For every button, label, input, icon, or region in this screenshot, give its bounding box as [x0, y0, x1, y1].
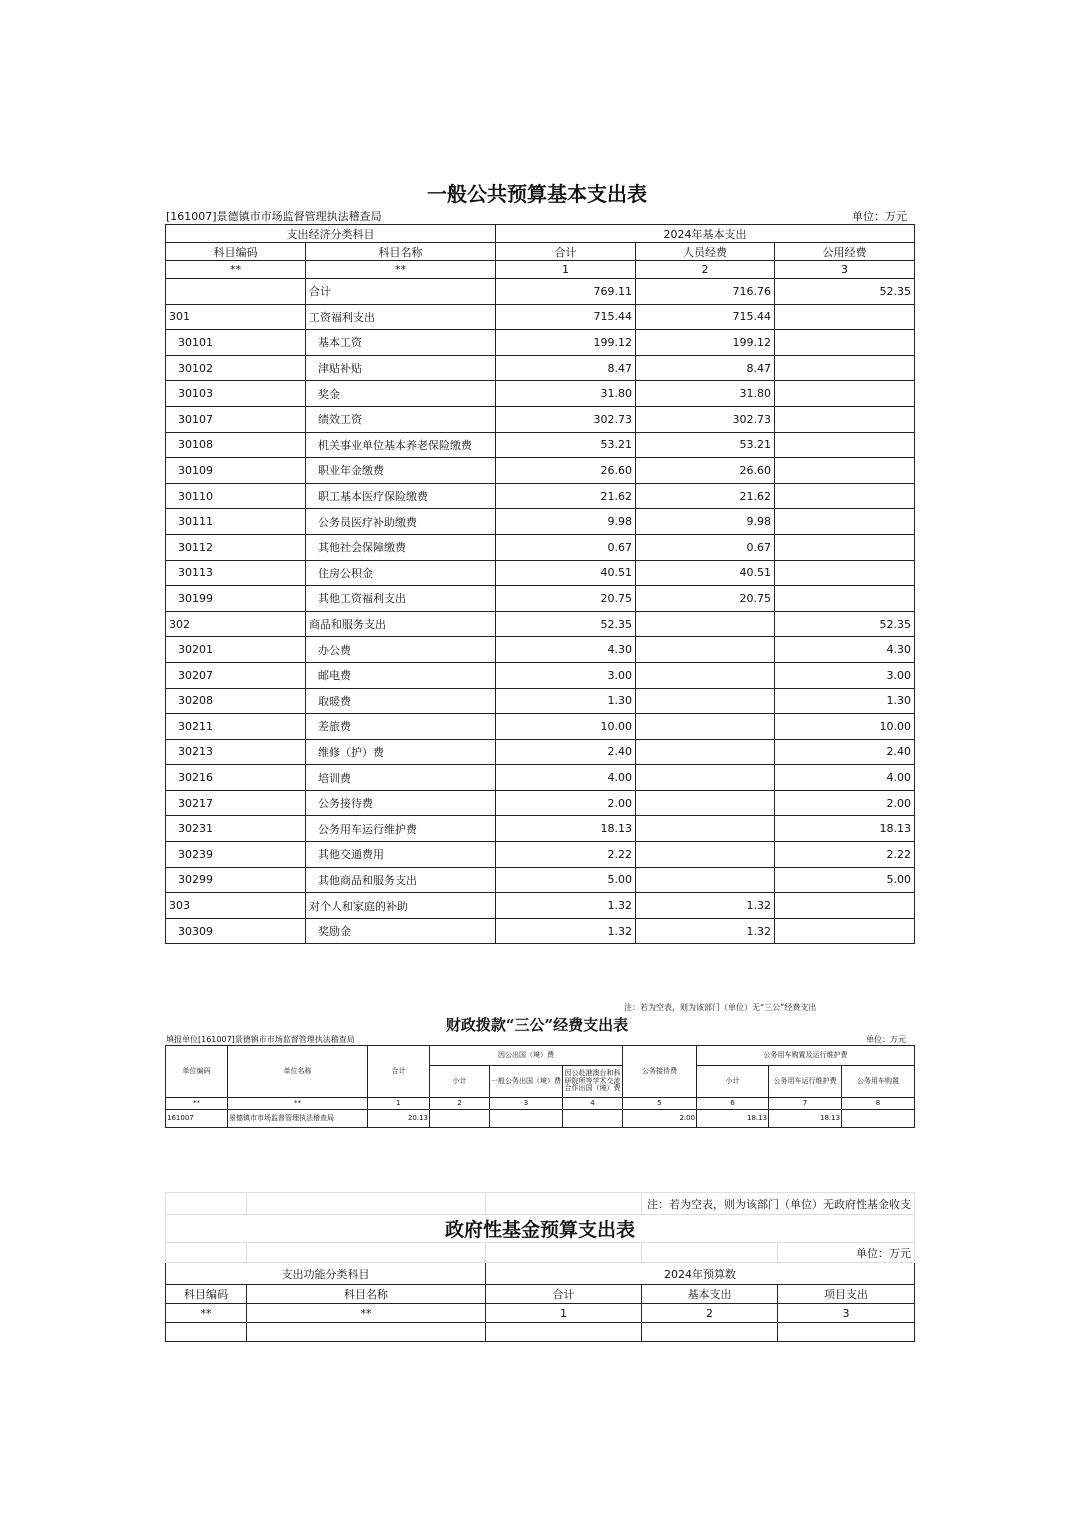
table1-cell-code: 30113: [166, 560, 306, 586]
table1-cell-name: 培训费: [306, 765, 496, 791]
table3-unit-row: [166, 1243, 915, 1263]
table1-cell-name: 公务员医疗补助缴费: [306, 509, 496, 535]
table1-cell-public: 5.00: [775, 867, 915, 893]
table-row: [166, 483, 915, 509]
table3-idx: 3: [778, 1304, 915, 1323]
table1-cell-code: 30217: [166, 790, 306, 816]
table1-cell-total: 20.75: [496, 586, 636, 612]
table1-cell-name: 津贴补贴: [306, 355, 496, 381]
table1-group-right: 2024年基本支出: [496, 225, 915, 243]
table-row: [166, 586, 915, 612]
table2-header-row-1: [166, 1046, 915, 1066]
table1-cell-total: 2.00: [496, 790, 636, 816]
table1-idx: 1: [496, 261, 636, 279]
table-row: [166, 765, 915, 791]
table3-unit: 单位：万元: [778, 1243, 915, 1263]
table1-cell-code: 30231: [166, 816, 306, 842]
table3-col-total: 合计: [486, 1285, 642, 1304]
table-row: [166, 432, 915, 458]
table1-cell-personnel: 20.75: [636, 586, 775, 612]
table-row: [166, 739, 915, 765]
table2-idx: 4: [563, 1098, 623, 1110]
table1-cell-public: [775, 483, 915, 509]
table1-cell-code: 30108: [166, 432, 306, 458]
table1-cell-total: 52.35: [496, 611, 636, 637]
table1-cell-public: [775, 355, 915, 381]
table1-cell-total: 302.73: [496, 406, 636, 432]
table1-cell-public: 3.00: [775, 662, 915, 688]
table3-title-row: [166, 1215, 915, 1243]
table2-cell-name: 景德镇市市场监督管理执法稽查局: [228, 1110, 368, 1128]
table1-cell-name: 奖励金: [306, 918, 496, 944]
table1-cell-total: 0.67: [496, 534, 636, 560]
table1-cell-code: 30211: [166, 714, 306, 740]
table1-cell-code: 30309: [166, 918, 306, 944]
table1-cell-total: 40.51: [496, 560, 636, 586]
table-row: [166, 867, 915, 893]
table1-cell-total: 21.62: [496, 483, 636, 509]
table1-idx: **: [166, 261, 306, 279]
table1-cell-code: [166, 279, 306, 305]
table1-cell-name: 其他交通费用: [306, 842, 496, 868]
table3-index-row: [166, 1304, 915, 1323]
table1-cell-name: 差旅费: [306, 714, 496, 740]
table-row: [166, 381, 915, 407]
table1-cell-name: 其他商品和服务支出: [306, 867, 496, 893]
table-row: [166, 688, 915, 714]
table-row: [166, 458, 915, 484]
table1-cell-code: 30107: [166, 406, 306, 432]
table1-cell-personnel: [636, 816, 775, 842]
table1-cell-name: 其他工资福利支出: [306, 586, 496, 612]
table1-cell-name: 公务用车运行维护费: [306, 816, 496, 842]
table1-cell-code: 30201: [166, 637, 306, 663]
table1-cell-code: 30112: [166, 534, 306, 560]
table1-column-header: [166, 243, 915, 261]
table1-cell-code: 30299: [166, 867, 306, 893]
table1-cell-public: [775, 381, 915, 407]
table1-cell-personnel: 53.21: [636, 432, 775, 458]
table-row: [166, 560, 915, 586]
table1-cell-public: [775, 432, 915, 458]
table2-idx: **: [228, 1098, 368, 1110]
table-row: [166, 816, 915, 842]
table1-col-code: 科目编码: [166, 243, 306, 261]
table1-cell-name: 基本工资: [306, 330, 496, 356]
table2-cell-abroad-other: [563, 1110, 623, 1128]
table2-unit: 单位：万元: [866, 1035, 906, 1044]
basic-expenditure-table: [165, 224, 915, 944]
table1-cell-public: 2.22: [775, 842, 915, 868]
table2-col-reception: 公务接待费: [623, 1046, 697, 1098]
table1-cell-public: [775, 534, 915, 560]
table1-cell-total: 769.11: [496, 279, 636, 305]
table1-cell-total: 31.80: [496, 381, 636, 407]
table1-cell-public: [775, 560, 915, 586]
table1-cell-public: 18.13: [775, 816, 915, 842]
table2-cell-vehicle-sub: 18.13: [697, 1110, 769, 1128]
table1-cell-code: 301: [166, 304, 306, 330]
table1-cell-personnel: [636, 611, 775, 637]
table1-cell-total: 4.30: [496, 637, 636, 663]
table2-cell-code: 161007: [166, 1110, 228, 1128]
gov-fund-expenditure-table: [165, 1192, 915, 1342]
table1-cell-personnel: [636, 714, 775, 740]
table1-cell-personnel: 1.32: [636, 893, 775, 919]
table1-cell-personnel: 715.44: [636, 304, 775, 330]
table1-cell-name: 工资福利支出: [306, 304, 496, 330]
table-row: [166, 534, 915, 560]
table2-cell-abroad-general: [490, 1110, 563, 1128]
table1-cell-personnel: 9.98: [636, 509, 775, 535]
table1-cell-personnel: 716.76: [636, 279, 775, 305]
table1-cell-personnel: [636, 688, 775, 714]
table1-idx: 3: [775, 261, 915, 279]
table1-cell-public: 10.00: [775, 714, 915, 740]
table2-cell-total: 20.13: [368, 1110, 430, 1128]
table1-cell-personnel: [636, 842, 775, 868]
table2-col-vehicle-buy: 公务用车购置: [842, 1066, 915, 1098]
table1-cell-total: 2.40: [496, 739, 636, 765]
table1-cell-personnel: 31.80: [636, 381, 775, 407]
table1-cell-public: [775, 458, 915, 484]
table2-col-unit-name: 单位名称: [228, 1046, 368, 1098]
table-row: [166, 637, 915, 663]
table1-cell-name: 维修（护）费: [306, 739, 496, 765]
table1-cell-personnel: 21.62: [636, 483, 775, 509]
table2-idx: 5: [623, 1098, 697, 1110]
table2-cell-abroad-sub: [430, 1110, 490, 1128]
table1-cell-total: 715.44: [496, 304, 636, 330]
table2-cell-vehicle-run: 18.13: [769, 1110, 842, 1128]
table1-cell-public: 52.35: [775, 279, 915, 305]
table1-cell-public: [775, 509, 915, 535]
table3-idx: 1: [486, 1304, 642, 1323]
table1-cell-personnel: 302.73: [636, 406, 775, 432]
table1-cell-name: 取暖费: [306, 688, 496, 714]
table2-idx: 7: [769, 1098, 842, 1110]
table1-cell-public: 4.30: [775, 637, 915, 663]
table2-col-abroad-general: 一般公务出国（境）费: [490, 1066, 563, 1098]
table1-cell-code: 303: [166, 893, 306, 919]
table2-index-row: [166, 1098, 915, 1110]
table1-cell-name: 奖金: [306, 381, 496, 407]
table2-idx: 8: [842, 1098, 915, 1110]
table1-cell-name: 其他社会保障缴费: [306, 534, 496, 560]
table1-cell-public: [775, 893, 915, 919]
table2-title: 财政拨款“三公”经费支出表: [445, 1016, 629, 1034]
table1-col-public: 公用经费: [775, 243, 915, 261]
table2-note: 注：若为空表，则为该部门（单位）无“三公”经费支出: [624, 1003, 817, 1012]
table1-cell-public: [775, 304, 915, 330]
table1-cell-name: 公务接待费: [306, 790, 496, 816]
table1-cell-public: [775, 918, 915, 944]
table3-idx: 2: [642, 1304, 778, 1323]
table3-column-header: [166, 1285, 915, 1304]
table1-cell-name: 绩效工资: [306, 406, 496, 432]
table1-cell-public: 52.35: [775, 611, 915, 637]
table3-note-row: [166, 1193, 915, 1215]
table1-cell-personnel: 26.60: [636, 458, 775, 484]
table2-col-unit-code: 单位编码: [166, 1046, 228, 1098]
table1-cell-personnel: 199.12: [636, 330, 775, 356]
table-row: [166, 893, 915, 919]
table-row: [166, 279, 915, 305]
table1-cell-personnel: 1.32: [636, 918, 775, 944]
table1-cell-personnel: [636, 867, 775, 893]
table1-cell-code: 30111: [166, 509, 306, 535]
table2-idx: 6: [697, 1098, 769, 1110]
table2-idx: 3: [490, 1098, 563, 1110]
table3-title: 政府性基金预算支出表: [166, 1215, 915, 1243]
three-public-expenditure-table: [165, 1045, 915, 1128]
table1-cell-personnel: [636, 662, 775, 688]
table-row: [166, 611, 915, 637]
table1-idx: 2: [636, 261, 775, 279]
table3-col-code: 科目编码: [166, 1285, 247, 1304]
table2-col-abroad-sub: 小计: [430, 1066, 490, 1098]
table1-cell-public: 1.30: [775, 688, 915, 714]
table2-cell-reception: 2.00: [623, 1110, 697, 1128]
table1-cell-personnel: [636, 765, 775, 791]
table1-cell-name: 对个人和家庭的补助: [306, 893, 496, 919]
table1-cell-public: [775, 586, 915, 612]
table1-cell-total: 4.00: [496, 765, 636, 791]
table3-idx: **: [166, 1304, 247, 1323]
table1-group-header: [166, 225, 915, 243]
table1-cell-code: 30199: [166, 586, 306, 612]
table3-group-right: 2024年预算数: [486, 1263, 915, 1285]
table1-cell-name: 邮电费: [306, 662, 496, 688]
table1-cell-public: 4.00: [775, 765, 915, 791]
table1-cell-name: 合计: [306, 279, 496, 305]
table1-cell-name: 办公费: [306, 637, 496, 663]
table-row: [166, 918, 915, 944]
table3-col-basic: 基本支出: [642, 1285, 778, 1304]
table1-cell-total: 8.47: [496, 355, 636, 381]
table1-cell-total: 18.13: [496, 816, 636, 842]
table2-idx: **: [166, 1098, 228, 1110]
table-row: [166, 304, 915, 330]
table2-idx: 1: [368, 1098, 430, 1110]
table1-cell-name: 机关事业单位基本养老保险缴费: [306, 432, 496, 458]
table3-group-header: [166, 1263, 915, 1285]
table1-cell-personnel: 0.67: [636, 534, 775, 560]
table2-col-vehicle-run: 公务用车运行维护费: [769, 1066, 842, 1098]
table1-col-personnel: 人员经费: [636, 243, 775, 261]
table1-cell-total: 9.98: [496, 509, 636, 535]
table1-cell-name: 职工基本医疗保险缴费: [306, 483, 496, 509]
table-row: [166, 790, 915, 816]
table1-cell-total: 53.21: [496, 432, 636, 458]
table3-col-project: 项目支出: [778, 1285, 915, 1304]
table1-cell-name: 商品和服务支出: [306, 611, 496, 637]
table1-cell-public: 2.00: [775, 790, 915, 816]
table1-cell-personnel: 8.47: [636, 355, 775, 381]
table1-title: 一般公共预算基本支出表: [427, 182, 647, 206]
table-row: [166, 1323, 915, 1342]
table1-cell-code: 30110: [166, 483, 306, 509]
table2-col-vehicle-sub: 小计: [697, 1066, 769, 1098]
table-row: [166, 355, 915, 381]
table3-col-name: 科目名称: [247, 1285, 486, 1304]
table1-cell-public: [775, 406, 915, 432]
table1-index-row: [166, 261, 915, 279]
table1-col-total: 合计: [496, 243, 636, 261]
table3-idx: **: [247, 1304, 486, 1323]
table1-cell-code: 30103: [166, 381, 306, 407]
table1-cell-code: 30239: [166, 842, 306, 868]
table2-col-abroad: 因公出国（境）费: [430, 1046, 623, 1066]
table1-cell-total: 199.12: [496, 330, 636, 356]
table2-col-abroad-other: 因公赴港澳台和科研院所等学术交流合作出国（境）费: [563, 1066, 623, 1098]
table2-idx: 2: [430, 1098, 490, 1110]
table1-cell-total: 5.00: [496, 867, 636, 893]
table1-cell-public: 2.40: [775, 739, 915, 765]
table1-cell-total: 26.60: [496, 458, 636, 484]
table1-org: [161007]景德镇市市场监督管理执法稽查局: [166, 210, 382, 223]
table2-col-total: 合计: [368, 1046, 430, 1098]
table1-cell-code: 302: [166, 611, 306, 637]
table-row: [166, 330, 915, 356]
table1-cell-personnel: [636, 739, 775, 765]
table1-cell-total: 2.22: [496, 842, 636, 868]
table1-group-left: 支出经济分类科目: [166, 225, 496, 243]
table1-cell-code: 30216: [166, 765, 306, 791]
table1-cell-name: 住房公积金: [306, 560, 496, 586]
table2-org: 填报单位[161007]景德镇市市场监督管理执法稽查局: [166, 1035, 355, 1044]
table1-idx: **: [306, 261, 496, 279]
table-row: [166, 842, 915, 868]
table1-cell-total: 10.00: [496, 714, 636, 740]
table1-cell-public: [775, 330, 915, 356]
table-row: [166, 509, 915, 535]
table1-cell-personnel: 40.51: [636, 560, 775, 586]
table2-col-vehicle: 公务用车购置及运行维护费: [697, 1046, 915, 1066]
table1-cell-code: 30101: [166, 330, 306, 356]
table1-cell-total: 3.00: [496, 662, 636, 688]
table1-cell-personnel: [636, 790, 775, 816]
table-row: [166, 1110, 915, 1128]
table2-cell-vehicle-buy: [842, 1110, 915, 1128]
table3-group-left: 支出功能分类科目: [166, 1263, 486, 1285]
table1-cell-code: 30109: [166, 458, 306, 484]
table1-cell-name: 职业年金缴费: [306, 458, 496, 484]
table1-cell-code: 30207: [166, 662, 306, 688]
table1-cell-total: 1.30: [496, 688, 636, 714]
table1-cell-code: 30208: [166, 688, 306, 714]
table1-unit: 单位：万元: [852, 210, 907, 223]
table1-cell-code: 30102: [166, 355, 306, 381]
table1-col-name: 科目名称: [306, 243, 496, 261]
table-row: [166, 406, 915, 432]
table3-note: 注：若为空表，则为该部门（单位）无政府性基金收支: [642, 1193, 915, 1215]
table1-cell-personnel: [636, 637, 775, 663]
table-row: [166, 714, 915, 740]
table1-cell-total: 1.32: [496, 893, 636, 919]
table1-cell-total: 1.32: [496, 918, 636, 944]
table1-cell-code: 30213: [166, 739, 306, 765]
table-row: [166, 662, 915, 688]
